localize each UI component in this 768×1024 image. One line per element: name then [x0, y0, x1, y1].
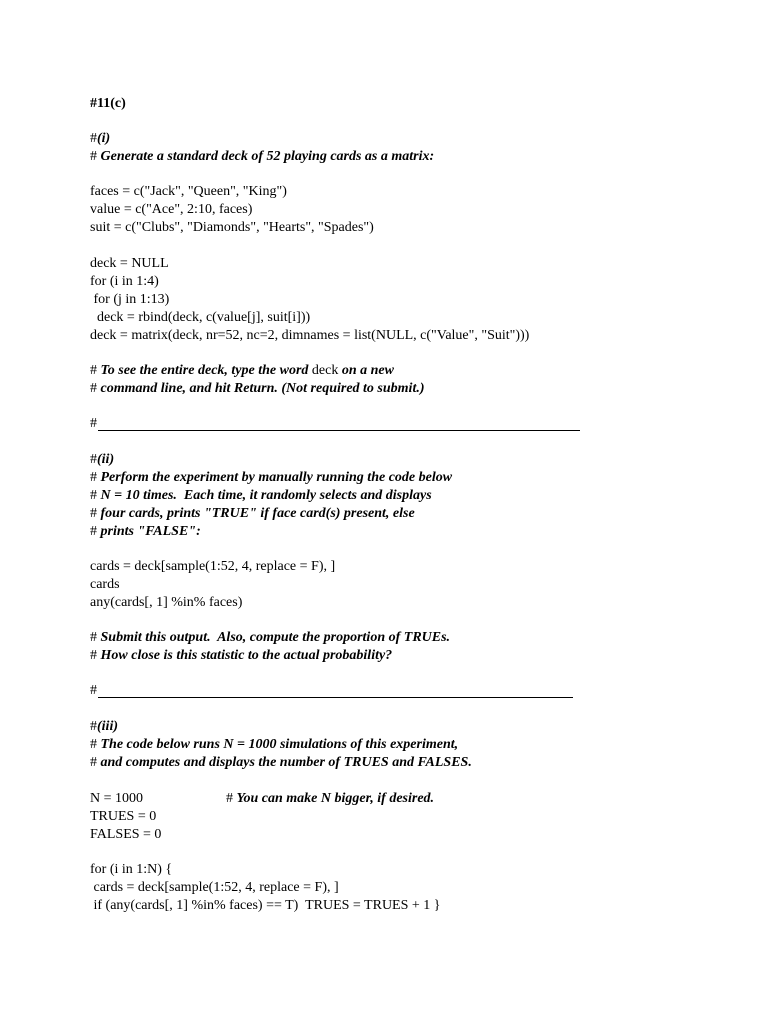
code-line: if (any(cards[, 1] %in% faces) == T) TRUES = TRUES + 1 }: [90, 898, 441, 913]
code-line: deck = matrix(deck, nr=52, nc=2, dimnames = list(NULL, c("Value", "Suit"))): [90, 328, 530, 343]
section-heading: #11(c): [90, 96, 126, 111]
code-line: N = 1000: [90, 791, 144, 806]
part-ii-note: # Submit this output. Also, compute the proportion of TRUEs.: [90, 630, 451, 645]
code-line: value = c("Ace", 2:10, faces): [90, 202, 253, 217]
part-iii-comment: # and computes and displays the number of TRUES and FALSES.: [90, 755, 472, 770]
code-line: cards = deck[sample(1:52, 4, replace = F), ]: [90, 880, 339, 895]
part-ii-comment: # prints "FALSE":: [90, 524, 201, 539]
code-line: for (i in 1:4): [90, 274, 159, 289]
part-ii-comment: # four cards, prints "TRUE" if face card(s) present, else: [90, 506, 415, 521]
part-ii-comment: # Perform the experiment by manually running the code below: [90, 470, 453, 485]
separator-hash: #: [90, 416, 97, 431]
part-i-label: #(i): [90, 131, 111, 146]
code-line: cards: [90, 577, 120, 592]
code-line: for (i in 1:N) {: [90, 862, 173, 877]
code-line: for (j in 1:13): [90, 292, 170, 307]
part-ii-note: # How close is this statistic to the actual probability?: [90, 648, 393, 663]
part-i-note-2: # command line, and hit Return. (Not required to submit.): [90, 381, 425, 396]
code-line: TRUES = 0: [90, 809, 157, 824]
part-iii-label: #(iii): [90, 719, 118, 734]
code-line: deck = rbind(deck, c(value[j], suit[i])): [90, 310, 311, 325]
separator-line: [98, 430, 580, 431]
code-line: cards = deck[sample(1:52, 4, replace = F), ]: [90, 559, 336, 574]
part-iii-comment: # The code below runs N = 1000 simulations of this experiment,: [90, 737, 459, 752]
code-line: any(cards[, 1] %in% faces): [90, 595, 243, 610]
part-i-note-1: # To see the entire deck, type the word deck on a new: [90, 363, 394, 378]
code-line: deck = NULL: [90, 256, 169, 271]
separator-hash: #: [90, 683, 97, 698]
code-line: suit = c("Clubs", "Diamonds", "Hearts", "Spades"): [90, 220, 374, 235]
part-ii-label: #(ii): [90, 452, 115, 467]
part-ii-comment: # N = 10 times. Each time, it randomly selects and displays: [90, 488, 432, 503]
code-line: FALSES = 0: [90, 827, 162, 842]
code-line: faces = c("Jack", "Queen", "King"): [90, 184, 287, 199]
code-inline-comment: # You can make N bigger, if desired.: [226, 791, 435, 806]
separator-line: [98, 697, 573, 698]
part-i-comment: # Generate a standard deck of 52 playing cards as a matrix:: [90, 149, 435, 164]
